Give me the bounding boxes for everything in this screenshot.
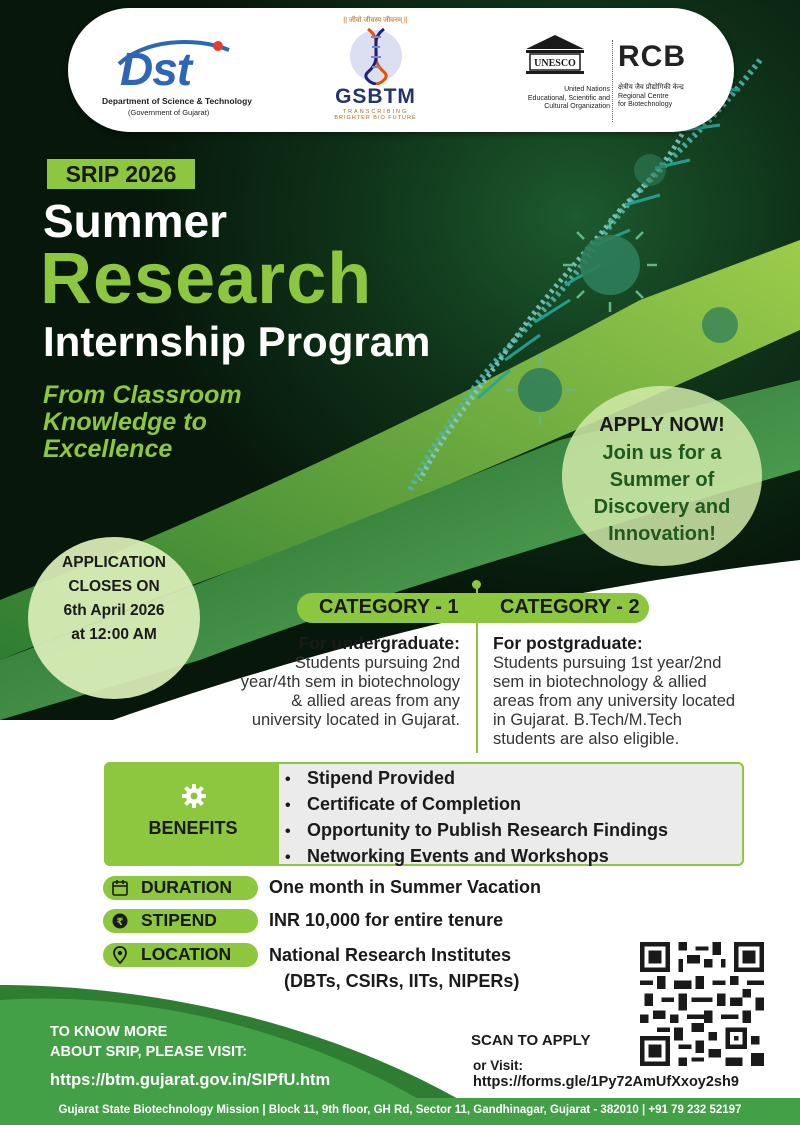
- dst-logo-mark: Dst: [120, 43, 192, 95]
- stipend-value: INR 10,000 for entire tenure: [269, 910, 504, 930]
- dst-subtitle: (Government of Gujarat): [128, 108, 210, 117]
- unesco-temple-icon: [520, 33, 590, 78]
- unesco-line-1: United Nations: [564, 86, 610, 93]
- title-line-3: Internship Program: [43, 318, 431, 365]
- rupee-coin-icon: [111, 912, 129, 930]
- unesco-line-3: Cultural Organization: [544, 103, 610, 110]
- apply-line-2: Join us for a: [602, 442, 722, 464]
- apply-now-message: [562, 440, 762, 548]
- category-2-label: CATEGORY - 2: [500, 596, 640, 618]
- benefits-list: [285, 766, 668, 870]
- location-badge: [103, 943, 258, 967]
- category-header: [297, 593, 649, 623]
- unesco-mark: UNESCO: [534, 58, 576, 69]
- gsbtm-subtitle-2: BRIGHTER BIO FUTURE: [334, 115, 417, 121]
- unesco-line-2: Educational, Scientific and: [527, 94, 610, 102]
- title-line-1: Summer: [43, 195, 228, 247]
- unesco-logo: [500, 33, 610, 128]
- apply-line-3: Summer of: [609, 469, 715, 491]
- category-1-line: Students pursuing 2nd: [294, 654, 460, 672]
- logo-divider: [612, 40, 614, 122]
- deadline-line-1: APPLICATION: [62, 554, 166, 571]
- rcb-line-3: for Biotechnology: [618, 101, 673, 108]
- location-pin-icon: [111, 946, 129, 964]
- svg-text:₹: ₹: [116, 917, 124, 928]
- visit-label: or Visit:: [473, 1058, 524, 1073]
- duration-value: One month in Summer Vacation: [269, 877, 542, 897]
- apply-now-heading: APPLY NOW!: [599, 414, 725, 436]
- benefit-text: Certificate of Completion: [307, 794, 522, 814]
- benefits-label-panel: [104, 762, 279, 866]
- scan-to-apply-label: SCAN TO APPLY: [471, 1032, 591, 1049]
- gear-icon: [181, 783, 207, 809]
- apply-now-circle: [562, 386, 762, 566]
- category-2-heading: For postgraduate:: [493, 633, 643, 653]
- gsbtm-logo: [318, 16, 433, 128]
- category-1-details: [180, 633, 460, 730]
- srip-info-link[interactable]: https://btm.gujarat.gov.in/SIPfU.htm: [50, 1071, 331, 1089]
- gsbtm-subtitle-1: TRANSCRIBING: [342, 109, 409, 115]
- rcb-mark: RCB: [618, 40, 686, 73]
- apply-form-link[interactable]: https://forms.gle/1Py72AmUfXxoy2sh9: [473, 1074, 739, 1090]
- stipend-label: STIPEND: [141, 910, 217, 930]
- calendar-icon: [111, 879, 129, 897]
- title-line-2: Research: [40, 239, 373, 319]
- location-value-line-1: National Research Institutes: [269, 945, 512, 965]
- stipend-badge: [103, 909, 258, 933]
- location-value-line-2: (DBTs, CSIRs, IITs, NIPERs): [284, 971, 520, 991]
- category-2-line: Students pursuing 1st year/2nd: [493, 654, 722, 672]
- srip-badge: SRIP 2026: [47, 159, 195, 189]
- more-info-text: [50, 1022, 247, 1062]
- gsbtm-name: GSBTM: [335, 85, 416, 108]
- category-2-line: areas from any university located: [493, 692, 736, 710]
- gsbtm-motto: || जीवो जीवस्य जीवनम् ||: [343, 17, 408, 24]
- apply-line-4: Discovery and: [593, 496, 731, 518]
- dst-name: Department of Science & Technology: [102, 96, 253, 106]
- rcb-logo: [618, 40, 698, 125]
- category-1-line: & allied areas from any: [291, 692, 460, 710]
- category-2-details: [493, 633, 793, 749]
- deadline-line-2: CLOSES ON: [68, 578, 160, 595]
- location-label: LOCATION: [141, 944, 232, 964]
- list-item: • Certificate of Completion: [285, 794, 522, 814]
- benefit-text: Opportunity to Publish Research Findings: [307, 820, 669, 840]
- footer-address: Gujarat State Biotechnology Mission | Block 11, 9th floor, GH Rd, Sector 11, Gandhinagar, Gujarat - 382010 | +91 79 232 52197: [58, 1104, 742, 1116]
- category-1-line: university located in Gujarat.: [251, 711, 460, 729]
- dst-logo: [102, 40, 253, 125]
- more-info-line-2: ABOUT SRIP, PLEASE VISIT:: [50, 1044, 248, 1060]
- deadline-circle: [28, 537, 200, 699]
- dna-logo-icon: [346, 27, 406, 85]
- apply-line-5: Innovation!: [608, 523, 716, 545]
- tagline-line-2: Knowledge to: [43, 408, 207, 436]
- benefit-text: Networking Events and Workshops: [307, 846, 609, 866]
- deadline-text: [28, 551, 200, 647]
- more-info-line-1: TO KNOW MORE: [50, 1024, 168, 1040]
- benefit-text: Stipend Provided: [307, 768, 456, 788]
- list-item: • Stipend Provided: [285, 768, 456, 788]
- tagline-line-3: Excellence: [43, 435, 173, 463]
- deadline-line-4: at 12:00 AM: [71, 626, 157, 643]
- category-1-label: CATEGORY - 1: [319, 596, 459, 618]
- category-2-line: in Gujarat. B.Tech/M.Tech: [493, 711, 682, 729]
- category-2-line: students are also eligible.: [493, 730, 680, 748]
- category-1-line: year/4th sem in biotechnology: [240, 673, 460, 691]
- list-item: • Networking Events and Workshops: [285, 846, 609, 866]
- list-item: • Opportunity to Publish Research Findings: [285, 820, 669, 840]
- rcb-line-1: क्षेत्रीय जैव प्रौद्योगिकी केन्द्र: [618, 84, 684, 91]
- benefits-label: BENEFITS: [148, 818, 238, 838]
- deadline-line-3: 6th April 2026: [63, 602, 165, 619]
- category-1-heading: For undergraduate:: [298, 633, 460, 653]
- qr-code[interactable]: [640, 942, 764, 1066]
- duration-badge: [103, 876, 258, 900]
- tagline: [43, 382, 242, 463]
- tagline-line-1: From Classroom: [43, 381, 242, 409]
- rcb-line-2: Regional Centre: [618, 92, 669, 100]
- duration-label: DURATION: [141, 877, 233, 897]
- category-2-line: sem in biotechnology & allied: [493, 673, 707, 691]
